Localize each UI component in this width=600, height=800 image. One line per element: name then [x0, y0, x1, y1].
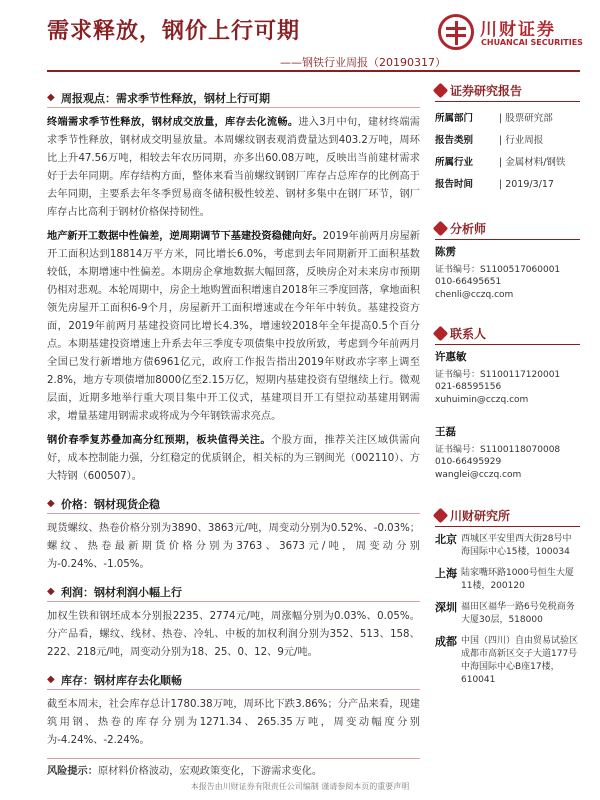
contact-title: 联系人	[450, 327, 487, 341]
contact-name: 王磊	[435, 426, 456, 438]
analyst-heading	[435, 218, 580, 240]
info-key: 所属部门	[435, 113, 474, 124]
arrow-icon: ◆	[47, 92, 55, 103]
diamond-icon	[433, 326, 449, 342]
contact-cert: 证书编号：S1100117120001	[435, 369, 561, 380]
paragraph-lead: 钢价春季复苏叠加高分红预期，板块值得关注。	[47, 435, 272, 446]
arrow-icon: ◆	[47, 498, 55, 509]
contact-email[interactable]: wanglei@cczq.com	[435, 469, 522, 480]
page-title: 需求释放，钢价上行可期	[47, 18, 301, 44]
contact-cert: 证书编号：S1100118070008	[435, 444, 561, 455]
paragraph-lead: 地产新开工数据中性偏差，逆周期调节下基建投资稳健向好。	[47, 231, 323, 242]
section-heading: 周报观点：需求季节性释放，钢材上行可期	[61, 91, 270, 105]
report-subtitle: ——钢铁行业周报（20190317）	[280, 56, 446, 69]
office-address: 福田区福华一路6号免税商务大厦30层，518000	[461, 602, 575, 625]
header-divider	[47, 70, 580, 72]
contact-phone: 021-68595156	[435, 382, 502, 392]
offices-title: 川财研究所	[450, 509, 511, 523]
office-entry	[435, 635, 580, 687]
company-logo	[438, 14, 583, 50]
logo-mark-icon	[438, 14, 474, 50]
diamond-icon	[433, 221, 449, 237]
analyst-cert: 证书编号：S1100517060001	[435, 264, 561, 275]
offices-heading	[435, 505, 580, 527]
info-value: | 行业周报	[499, 135, 544, 146]
paragraph-profit: 加权生铁和钢坯成本分别报2235、2774元/吨，周涨幅分别为0.03%、0.05%。分产品看，螺纹、线材、热卷、冷轧、中板的加权利润分别为352、513、158、222、218元/吨，周变动分别为18、25、0、12、9元/吨。	[47, 611, 420, 658]
office-city: 北京	[435, 533, 457, 546]
office-entry	[435, 567, 580, 593]
paragraph-property	[47, 228, 420, 426]
paragraph-demand	[47, 114, 420, 222]
office-address: 中国（四川）自由贸易试验区成都市高新区交子大道177号中海国际中心B座17楼，610041	[461, 636, 579, 685]
analyst-email[interactable]: chenli@cczq.com	[435, 289, 514, 300]
analyst-card	[435, 246, 580, 301]
paragraph-body: 进入3月中旬，建材终端需求季节性释放，钢材成交明显放量。本周螺纹钢表观消费量达到403.2万吨，周环比上升47.56万吨，相较去年农历同期，亦多出60.08万吨，反映出当前建材需求好于去年同期。库存结构方面，整体来看当前螺纹钢钢厂库存占总库存的比例高于去年同期，主要系去年冬季贸易商冬储积极性较差、钢材多集中在钢厂环节，钢厂库存占比高利于钢材价格保持韧性。	[47, 117, 420, 218]
section-profit	[47, 582, 420, 602]
info-key: 报告类别	[435, 135, 474, 146]
logo-english-name: CHUANCAI SECURITIES	[481, 38, 583, 47]
paragraph-body: 2019年前两月房屋新开工面积达到18814万平方米，同比增长6.0%，考虑到去年同期新开工面积基数较低，本期增速中性偏差。本期房企拿地数据大幅回落，反映房企对未来房市预期仍相对悲观。本轮周期中，房企土地购置面积增速自2018年三季度回落，拿地面积领先房屋开工面积6-9个月，房屋新开工面积增速或在今年年中转负。基建投资方面，2019年前两月基建投资同比增长4.3%，增速较2018年全年提高0.5个百分点。本期基建投资增速上升系去年三季度专项债集中投放所致，考虑到今年前两月全国已发行新增地方债6961亿元，政府工作报告指出2019年财政赤字率上调至2.8%，地方专项债增加8000亿至2.15万亿，短期内基建投资有望继续上行。微观层面，近期多地举行重大项目集中开工仪式，基建项目开工有望拉动基建用钢需求，增量基建用钢需求或将成为今年钢铁需求亮点。	[47, 231, 420, 422]
section-heading: 库存：钢材库存去化顺畅	[61, 673, 182, 687]
arrow-icon: ◆	[47, 586, 55, 597]
risk-warning	[47, 758, 420, 781]
office-city: 深圳	[435, 601, 457, 614]
main-column	[47, 80, 420, 781]
report-info-heading	[435, 80, 580, 102]
section-price	[47, 494, 420, 514]
office-city: 上海	[435, 567, 457, 580]
office-city: 成都	[435, 635, 457, 648]
logo-name: 川财证券	[480, 20, 556, 40]
analyst-phone: 010-66495651	[435, 277, 502, 287]
contact-email[interactable]: xuhuimin@cczq.com	[435, 394, 529, 405]
paragraph-body: 个股方面，推荐关注区域供需向好，成本控制能力强，分红稳定的优质钢企，相关标的为三钢闽光（002110）、方大特钢（600507）。	[47, 435, 421, 482]
info-value: | 2019/3/17	[499, 179, 554, 190]
info-row	[435, 108, 580, 130]
analyst-title: 分析师	[450, 222, 487, 236]
risk-body: 原材料价格波动，宏观政策变化，下游需求变化。	[97, 766, 323, 777]
diamond-icon	[433, 508, 449, 524]
contact-card	[435, 426, 580, 481]
page-footer: 本报告由川财证券有限责任公司编制 谨请参阅本页的重要声明	[190, 782, 410, 791]
info-key: 报告时间	[435, 179, 474, 190]
contact-heading	[435, 323, 580, 345]
report-info-title: 证券研究报告	[450, 84, 523, 98]
info-key: 所属行业	[435, 157, 474, 168]
arrow-icon: ◆	[47, 674, 55, 685]
diamond-icon	[433, 83, 449, 99]
section-heading: 利润：钢材利润小幅上行	[61, 585, 182, 599]
section-viewpoint	[47, 88, 420, 108]
risk-lead: 风险提示：	[47, 766, 98, 777]
office-address: 西城区平安里西大街28号中海国际中心15楼，100034	[461, 534, 572, 557]
contact-phone: 010-66495929	[435, 457, 502, 467]
info-row	[435, 130, 580, 152]
section-inventory	[47, 670, 420, 690]
paragraph-price: 现货螺纹、热卷价格分别为3890、3863元/吨，周变动分别为0.52%、-0.03%；螺纹、热卷最新期货价格分别为3763、3673元/吨，周变动分别为-0.24%、-1.05%。	[47, 523, 420, 570]
office-entry	[435, 533, 580, 559]
info-row	[435, 152, 580, 174]
contact-card	[435, 351, 580, 406]
side-column	[435, 80, 580, 695]
office-address: 陆家嘴环路1000号恒生大厦11楼，200120	[461, 568, 574, 591]
info-value: | 金属材料/钢铁	[499, 157, 566, 168]
paragraph-stocks	[47, 432, 420, 486]
paragraph-lead: 终端需求季节性释放，钢材成交放量，库存去化流畅。	[47, 117, 299, 128]
paragraph-inventory: 截至本周末，社会库存总计1780.38万吨，周环比下跌3.86%；分产品来看，现建筑用钢、热卷的库存分别为1271.34、265.35万吨，周变动幅度分别为-4.24%、-2.24%。	[47, 699, 420, 746]
analyst-name: 陈雳	[435, 246, 456, 258]
info-row	[435, 174, 580, 196]
section-heading: 价格：钢材现货企稳	[61, 497, 160, 511]
info-value: | 股票研究部	[499, 113, 553, 124]
contact-name: 许惠敏	[435, 351, 467, 363]
office-entry	[435, 601, 580, 627]
